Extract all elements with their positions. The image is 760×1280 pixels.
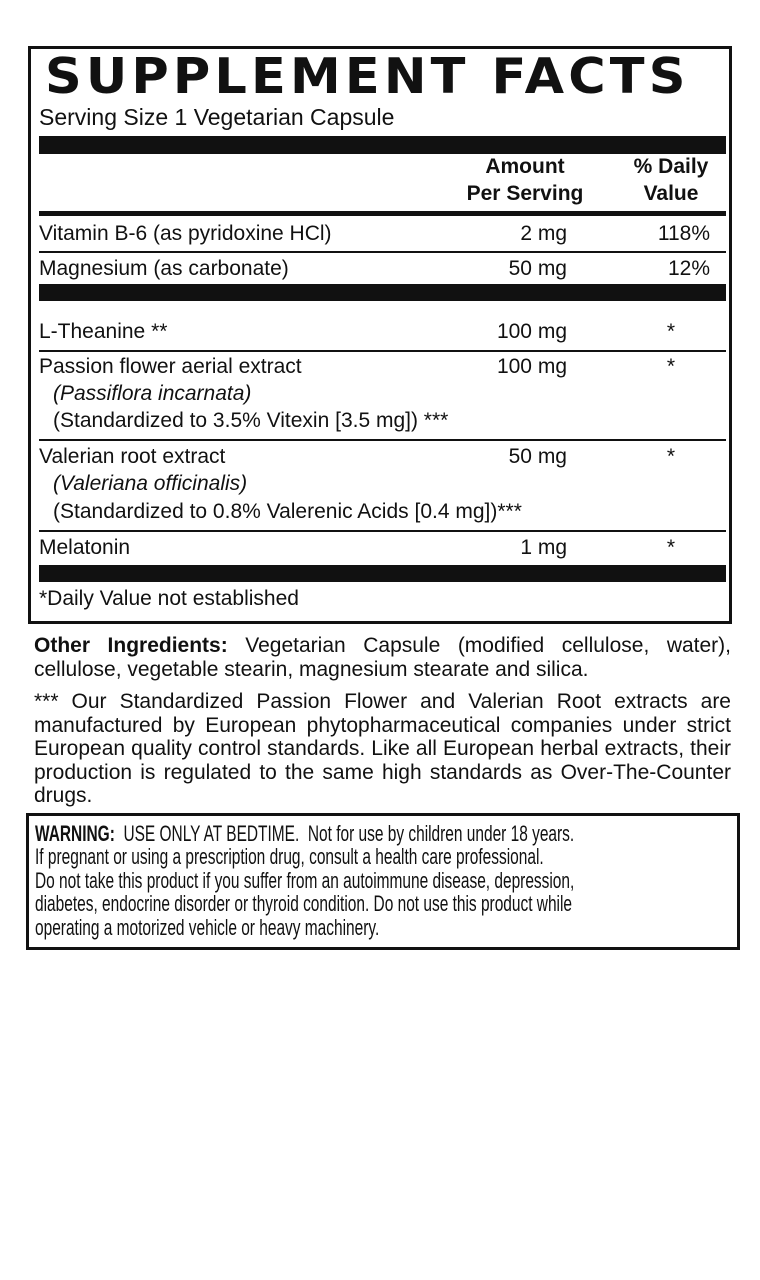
ingredient-standardization: (Standardized to 3.5% Vitexin [3.5 mg]) ***	[53, 409, 449, 432]
daily-value-header-line2: Value	[643, 182, 699, 205]
ingredient-amount: 50 mg	[508, 445, 567, 468]
ingredient-latin-name: (Passiflora incarnata)	[53, 382, 252, 405]
row-divider	[39, 530, 726, 532]
warning-line-1: USE ONLY AT BEDTIME. Not for use by children under 18 years.	[114, 821, 575, 846]
warning-line-5: operating a motorized vehicle or heavy machinery.	[35, 914, 380, 940]
row-divider	[39, 251, 726, 253]
ingredient-daily-value: *	[666, 355, 675, 378]
nutrient-amount: 2 mg	[520, 222, 567, 245]
ingredient-name: Melatonin	[39, 536, 131, 559]
warning-line-3: Do not take this product if you suffer from an autoimmune disease, depression,	[35, 867, 575, 893]
daily-value-footnote: *Daily Value not established	[39, 587, 299, 610]
amount-header-line2: Per Serving	[466, 182, 584, 205]
nutrient-name: Vitamin B-6 (as pyridoxine HCl)	[39, 222, 332, 245]
warning-line-2: If pregnant or using a prescription drug, consult a health care professional.	[35, 844, 544, 870]
amount-header-line1: Amount	[485, 155, 565, 178]
ingredient-daily-value: *	[666, 445, 675, 468]
warning-label: WARNING:	[35, 821, 115, 846]
thick-divider	[39, 565, 726, 582]
thick-divider	[39, 284, 726, 301]
daily-value-header	[611, 153, 731, 207]
facts-title: SUPPLEMENT FACTS	[45, 48, 690, 105]
nutrient-daily-value: 118%	[657, 222, 710, 245]
ingredient-daily-value: *	[666, 536, 675, 559]
ingredient-amount: 1 mg	[520, 536, 567, 559]
nutrient-name: Magnesium (as carbonate)	[39, 257, 289, 280]
row-divider	[39, 350, 726, 352]
ingredient-standardization: (Standardized to 0.8% Valerenic Acids [0.4 mg])***	[53, 500, 522, 523]
serving-size: Serving Size 1 Vegetarian Capsule	[39, 104, 395, 130]
medium-divider	[39, 211, 726, 216]
warning-text	[35, 822, 722, 939]
ingredient-amount: 100 mg	[496, 355, 567, 378]
thick-divider	[39, 136, 726, 154]
ingredient-amount: 100 mg	[496, 320, 567, 343]
supplement-facts-panel	[28, 46, 732, 624]
ingredient-name: L-Theanine **	[39, 320, 168, 343]
row-divider	[39, 439, 726, 441]
ingredient-daily-value: *	[666, 320, 675, 343]
other-ingredients	[34, 634, 731, 681]
nutrient-amount: 50 mg	[508, 257, 567, 280]
nutrient-daily-value: 12%	[667, 257, 710, 280]
extract-note: *** Our Standardized Passion Flower and Valerian Root extracts are manufactured by European phytopharmaceutical companies under strict European quality control standards. Like all European herbal extracts, their production is regulated to the same high standards as Over-The-Counter drugs.	[34, 690, 731, 807]
other-ingredients-label: Other Ingredients:	[34, 634, 228, 657]
warning-line-4: diabetes, endocrine disorder or thyroid condition. Do not use this product while	[35, 891, 573, 917]
daily-value-header-line1: % Daily	[633, 155, 709, 178]
warning-box	[26, 813, 740, 950]
ingredient-latin-name: (Valeriana officinalis)	[53, 472, 248, 495]
ingredient-name: Passion flower aerial extract	[39, 355, 302, 378]
other-ingredients-text: Vegetarian Capsule (modified cellulose, water), cellulose, vegetable stearin, magnesium stearate and silica.	[34, 634, 731, 681]
ingredient-name: Valerian root extract	[39, 445, 226, 468]
amount-header	[455, 153, 595, 207]
